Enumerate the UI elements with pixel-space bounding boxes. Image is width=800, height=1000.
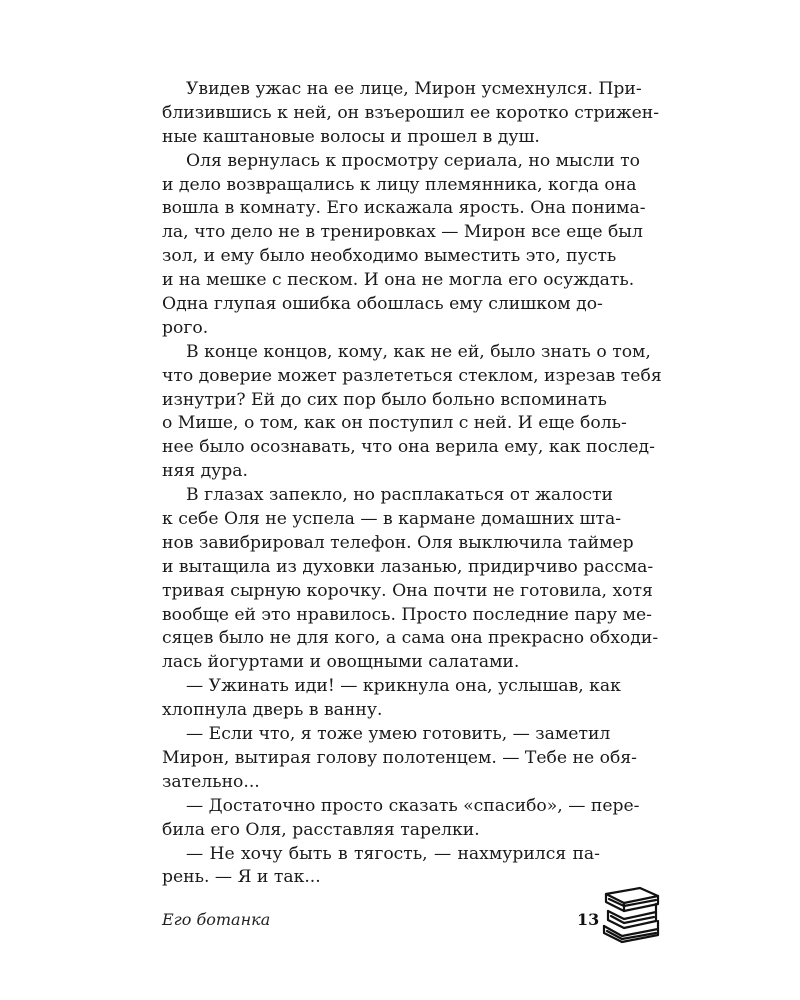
text-line: — Ужинать иди! — крикнула она, услышав, как — [186, 676, 621, 697]
text-line: тривая сырную корочку. Она почти не готовила, хотя — [162, 580, 653, 601]
text-line: нее было осознавать, что она верила ему, как послед- — [162, 437, 655, 458]
text-line: зол, и ему было необходимо выместить это, пусть — [162, 246, 617, 267]
text-line: Увидев ужас на ее лице, Мирон усмехнулся. При- — [186, 79, 642, 99]
text-line: — Достаточно просто сказать «спасибо», — пере- — [186, 795, 640, 816]
text-line: била его Оля, расставляя тарелки. — [162, 819, 480, 840]
page-number: 13 — [577, 910, 600, 929]
text-line: к себе Оля не успела — в кармане домашних шта- — [162, 509, 622, 530]
text-line: вошла в комнату. Его искажала ярость. Она понима- — [162, 198, 646, 219]
stack-of-books-icon — [600, 884, 662, 944]
text-line: — Не хочу быть в тягость, — нахмурился па- — [186, 843, 600, 864]
text-line: Оля вернулась к просмотру сериала, но мысли то — [186, 150, 641, 171]
text-line: — Если что, я тоже умею готовить, — заметил — [186, 724, 611, 745]
text-line: ла, что дело не в тренировках — Мирон все еще был — [162, 222, 643, 243]
text-line: близившись к ней, он взъерошил ее коротко стрижен- — [162, 102, 660, 123]
text-line: зательно... — [162, 771, 260, 792]
text-line: вообще ей это нравилось. Просто последние пару ме- — [162, 604, 652, 625]
text-line: сяцев было не для кого, а сама она прекрасно обходи- — [162, 628, 659, 649]
text-line: и дело возвращались к лицу племянника, когда она — [162, 174, 637, 195]
text-line: и вытащила из духовки лазанью, придирчиво рассма- — [162, 556, 654, 577]
text-line: Одна глупая ошибка обошлась ему слишком до- — [162, 294, 603, 315]
text-line: лась йогуртами и овощными салатами. — [162, 652, 520, 673]
text-line: няя дура. — [162, 461, 249, 482]
text-line: о Мише, о том, как он поступил с ней. И еще боль- — [162, 413, 627, 434]
text-line: нов завибрировал телефон. Оля выключила таймер — [162, 532, 634, 553]
text-line: Мирон, вытирая голову полотенцем. — Тебе не обя- — [162, 747, 637, 768]
text-line: В глазах запекло, но расплакаться от жалости — [186, 485, 614, 506]
body-text — [162, 78, 662, 890]
text-line: ные каштановые волосы и прошел в душ. — [162, 126, 540, 147]
text-line: рого. — [162, 317, 209, 338]
text-line: и на мешке с песком. И она не могла его осуждать. — [162, 270, 635, 291]
text-line: хлопнула дверь в ванну. — [162, 700, 383, 721]
running-title: Его ботанка — [162, 910, 271, 929]
text-line: В конце концов, кому, как не ей, было знать о том, — [186, 341, 651, 362]
text-line: изнутри? Ей до сих пор было больно вспоминать — [162, 389, 607, 410]
text-line: что доверие может разлететься стеклом, изрезав тебя — [162, 365, 662, 386]
text-line: рень. — Я и так... — [162, 867, 321, 888]
